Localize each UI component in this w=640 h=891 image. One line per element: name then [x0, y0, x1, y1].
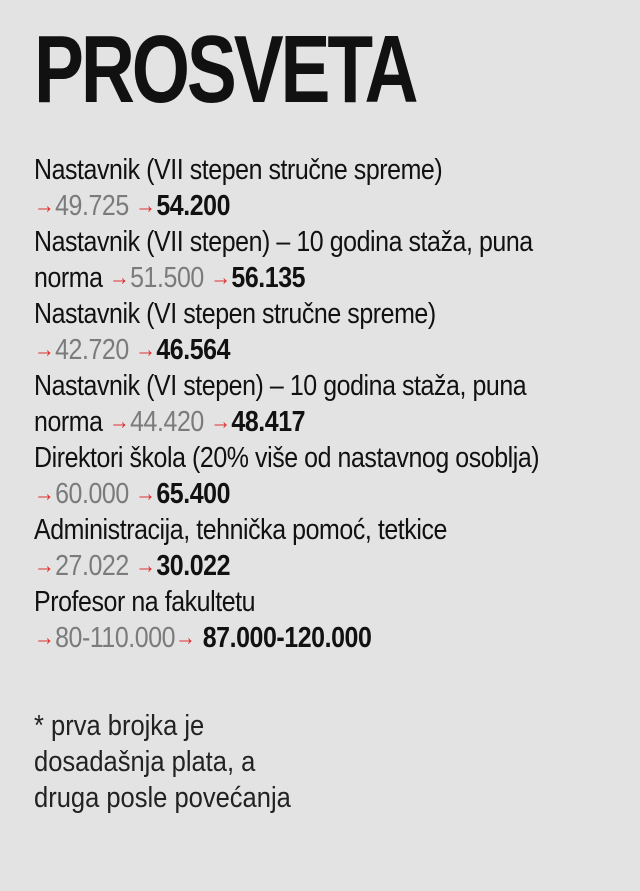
entry-label-tail: norma [34, 406, 103, 438]
salary-entry [34, 152, 634, 224]
new-salary: 65.400 [156, 478, 231, 510]
salary-entry [34, 440, 634, 512]
arrow-right-icon: → [135, 552, 156, 579]
old-salary: 44.420 [130, 406, 204, 438]
footnote-line: druga posle povećanja [34, 782, 291, 814]
footnote [34, 708, 291, 816]
arrow-right-icon: → [34, 480, 55, 507]
arrow-right-icon: → [109, 408, 130, 435]
old-salary: 51.500 [130, 262, 204, 294]
entry-values-line [34, 548, 550, 584]
new-salary: 54.200 [156, 190, 231, 222]
old-salary: 60.000 [55, 478, 129, 510]
entry-label: Nastavnik (VII stepen) – 10 godina staža, puna [34, 226, 533, 258]
arrow-right-icon: → [135, 192, 156, 219]
arrow-right-icon: → [175, 624, 196, 651]
old-salary: 49.725 [55, 190, 129, 222]
arrow-right-icon: → [109, 264, 130, 291]
arrow-right-icon: → [34, 336, 55, 363]
entry-values-line [34, 404, 550, 440]
entry-values-line [34, 332, 550, 368]
new-salary: 56.135 [231, 262, 306, 294]
entry-values-line [34, 476, 550, 512]
entry-label-line [34, 296, 550, 332]
new-salary: 48.417 [231, 406, 306, 438]
arrow-right-icon: → [135, 480, 156, 507]
page-title: PROSVETA [34, 16, 416, 123]
salary-entry [34, 296, 634, 368]
arrow-right-icon: → [34, 552, 55, 579]
entry-values-line [34, 188, 550, 224]
arrow-right-icon: → [210, 264, 231, 291]
salary-entry [34, 368, 634, 440]
entry-values-line [34, 260, 550, 296]
entry-label-line [34, 152, 550, 188]
arrow-right-icon: → [135, 336, 156, 363]
entry-label-line [34, 224, 550, 260]
entry-label-tail: norma [34, 262, 103, 294]
entry-label: Administracija, tehnička pomoć, tetkice [34, 514, 447, 546]
entry-label-line [34, 584, 550, 620]
arrow-right-icon: → [210, 408, 231, 435]
salary-entry [34, 584, 634, 656]
footnote-line: dosadašnja plata, a [34, 746, 256, 778]
salary-list [34, 152, 634, 656]
salary-entry [34, 224, 634, 296]
new-salary: 46.564 [156, 334, 231, 366]
entry-values-line [34, 620, 550, 656]
entry-label: Nastavnik (VI stepen) – 10 godina staža, puna [34, 370, 527, 402]
entry-label-line [34, 440, 550, 476]
entry-label-line [34, 368, 550, 404]
new-salary: 30.022 [156, 550, 231, 582]
new-salary: 87.000-120.000 [202, 622, 372, 654]
entry-label-line [34, 512, 550, 548]
entry-label: Direktori škola (20% više od nastavnog osoblja) [34, 442, 540, 474]
footnote-line: * prva brojka je [34, 710, 205, 742]
entry-label: Nastavnik (VII stepen stručne spreme) [34, 154, 443, 186]
entry-label: Profesor na fakultetu [34, 586, 256, 618]
old-salary: 42.720 [55, 334, 129, 366]
old-salary: 27.022 [55, 550, 129, 582]
entry-label: Nastavnik (VI stepen stručne spreme) [34, 298, 436, 330]
arrow-right-icon: → [34, 624, 55, 651]
salary-entry [34, 512, 634, 584]
arrow-right-icon: → [34, 192, 55, 219]
old-salary: 80-110.000 [55, 622, 176, 654]
